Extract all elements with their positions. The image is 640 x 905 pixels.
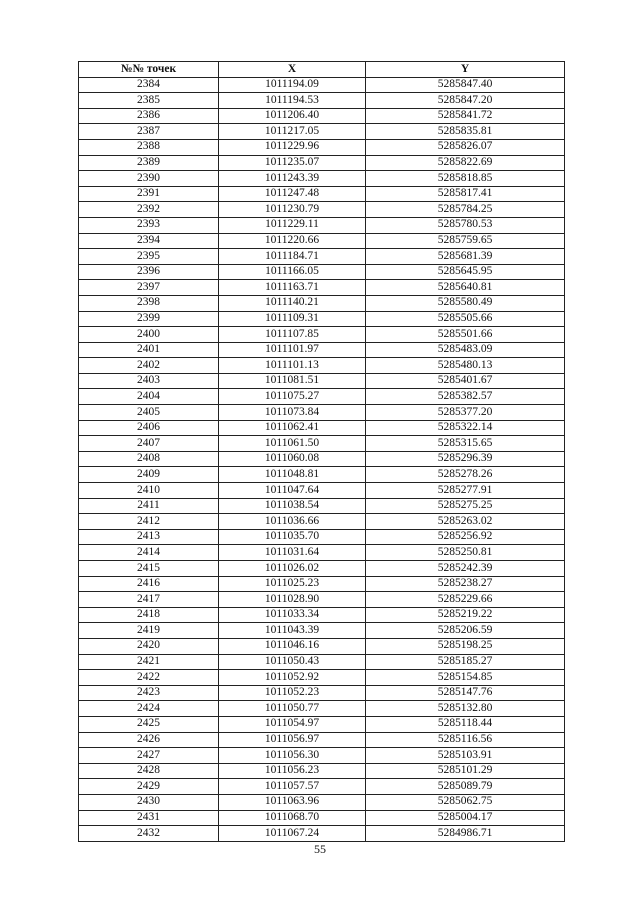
cell-point-number: 2396 bbox=[79, 264, 219, 280]
cell-point-number: 2413 bbox=[79, 529, 219, 545]
table-row bbox=[79, 295, 565, 311]
table-row bbox=[79, 77, 565, 93]
cell-x: 1011056.23 bbox=[219, 763, 366, 779]
cell-point-number: 2418 bbox=[79, 607, 219, 623]
cell-point-number: 2404 bbox=[79, 389, 219, 405]
table-row bbox=[79, 763, 565, 779]
table-row bbox=[79, 342, 565, 358]
cell-y: 5284986.71 bbox=[366, 826, 565, 842]
table-row bbox=[79, 264, 565, 280]
cell-y: 5285101.29 bbox=[366, 763, 565, 779]
cell-y: 5285277.91 bbox=[366, 483, 565, 499]
cell-y: 5285480.13 bbox=[366, 358, 565, 374]
table-row bbox=[79, 358, 565, 374]
cell-x: 1011043.39 bbox=[219, 623, 366, 639]
cell-x: 1011166.05 bbox=[219, 264, 366, 280]
cell-x: 1011050.77 bbox=[219, 701, 366, 717]
cell-y: 5285847.20 bbox=[366, 93, 565, 109]
cell-y: 5285501.66 bbox=[366, 327, 565, 343]
cell-point-number: 2410 bbox=[79, 483, 219, 499]
cell-x: 1011054.97 bbox=[219, 716, 366, 732]
cell-x: 1011073.84 bbox=[219, 405, 366, 421]
coordinates-table-container bbox=[78, 61, 564, 842]
cell-x: 1011230.79 bbox=[219, 202, 366, 218]
table-row bbox=[79, 389, 565, 405]
cell-x: 1011235.07 bbox=[219, 155, 366, 171]
cell-x: 1011194.53 bbox=[219, 93, 366, 109]
cell-y: 5285826.07 bbox=[366, 139, 565, 155]
table-row bbox=[79, 186, 565, 202]
cell-x: 1011081.51 bbox=[219, 373, 366, 389]
cell-y: 5285835.81 bbox=[366, 124, 565, 140]
table-row bbox=[79, 327, 565, 343]
cell-point-number: 2431 bbox=[79, 810, 219, 826]
cell-y: 5285681.39 bbox=[366, 249, 565, 265]
cell-x: 1011063.96 bbox=[219, 794, 366, 810]
table-row bbox=[79, 451, 565, 467]
cell-point-number: 2393 bbox=[79, 217, 219, 233]
cell-y: 5285275.25 bbox=[366, 498, 565, 514]
cell-point-number: 2397 bbox=[79, 280, 219, 296]
cell-y: 5285154.85 bbox=[366, 670, 565, 686]
table-row bbox=[79, 576, 565, 592]
cell-y: 5285841.72 bbox=[366, 108, 565, 124]
cell-y: 5285089.79 bbox=[366, 779, 565, 795]
cell-point-number: 2403 bbox=[79, 373, 219, 389]
table-row bbox=[79, 420, 565, 436]
cell-y: 5285759.65 bbox=[366, 233, 565, 249]
table-row bbox=[79, 592, 565, 608]
cell-x: 1011194.09 bbox=[219, 77, 366, 93]
cell-point-number: 2386 bbox=[79, 108, 219, 124]
cell-point-number: 2423 bbox=[79, 685, 219, 701]
coordinates-table bbox=[78, 61, 565, 842]
cell-point-number: 2417 bbox=[79, 592, 219, 608]
table-row bbox=[79, 280, 565, 296]
table-row bbox=[79, 561, 565, 577]
cell-y: 5285256.92 bbox=[366, 529, 565, 545]
cell-point-number: 2429 bbox=[79, 779, 219, 795]
cell-point-number: 2389 bbox=[79, 155, 219, 171]
cell-x: 1011047.64 bbox=[219, 483, 366, 499]
cell-x: 1011052.92 bbox=[219, 670, 366, 686]
cell-point-number: 2426 bbox=[79, 732, 219, 748]
table-row bbox=[79, 748, 565, 764]
cell-point-number: 2427 bbox=[79, 748, 219, 764]
cell-x: 1011038.54 bbox=[219, 498, 366, 514]
cell-x: 1011229.11 bbox=[219, 217, 366, 233]
cell-point-number: 2412 bbox=[79, 514, 219, 530]
cell-point-number: 2416 bbox=[79, 576, 219, 592]
cell-point-number: 2420 bbox=[79, 638, 219, 654]
cell-point-number: 2430 bbox=[79, 794, 219, 810]
cell-y: 5285382.57 bbox=[366, 389, 565, 405]
table-row bbox=[79, 607, 565, 623]
cell-y: 5285263.02 bbox=[366, 514, 565, 530]
cell-y: 5285296.39 bbox=[366, 451, 565, 467]
cell-point-number: 2391 bbox=[79, 186, 219, 202]
cell-x: 1011075.27 bbox=[219, 389, 366, 405]
cell-y: 5285322.14 bbox=[366, 420, 565, 436]
cell-point-number: 2394 bbox=[79, 233, 219, 249]
cell-point-number: 2390 bbox=[79, 171, 219, 187]
cell-x: 1011184.71 bbox=[219, 249, 366, 265]
cell-x: 1011101.97 bbox=[219, 342, 366, 358]
cell-y: 5285847.40 bbox=[366, 77, 565, 93]
cell-y: 5285645.95 bbox=[366, 264, 565, 280]
cell-x: 1011060.08 bbox=[219, 451, 366, 467]
cell-x: 1011101.13 bbox=[219, 358, 366, 374]
cell-x: 1011247.48 bbox=[219, 186, 366, 202]
cell-y: 5285817.41 bbox=[366, 186, 565, 202]
cell-point-number: 2421 bbox=[79, 654, 219, 670]
table-body bbox=[79, 77, 565, 841]
cell-y: 5285250.81 bbox=[366, 545, 565, 561]
table-row bbox=[79, 826, 565, 842]
cell-x: 1011061.50 bbox=[219, 436, 366, 452]
cell-y: 5285062.75 bbox=[366, 794, 565, 810]
cell-x: 1011046.16 bbox=[219, 638, 366, 654]
cell-point-number: 2406 bbox=[79, 420, 219, 436]
page-number: 55 bbox=[314, 842, 326, 856]
table-row bbox=[79, 685, 565, 701]
cell-y: 5285118.44 bbox=[366, 716, 565, 732]
cell-point-number: 2428 bbox=[79, 763, 219, 779]
cell-point-number: 2408 bbox=[79, 451, 219, 467]
cell-y: 5285580.49 bbox=[366, 295, 565, 311]
cell-point-number: 2395 bbox=[79, 249, 219, 265]
table-row bbox=[79, 794, 565, 810]
cell-point-number: 2405 bbox=[79, 405, 219, 421]
cell-point-number: 2402 bbox=[79, 358, 219, 374]
cell-y: 5285229.66 bbox=[366, 592, 565, 608]
cell-y: 5285401.67 bbox=[366, 373, 565, 389]
cell-y: 5285147.76 bbox=[366, 685, 565, 701]
cell-point-number: 2400 bbox=[79, 327, 219, 343]
cell-x: 1011035.70 bbox=[219, 529, 366, 545]
cell-x: 1011057.57 bbox=[219, 779, 366, 795]
table-row bbox=[79, 249, 565, 265]
table-row bbox=[79, 171, 565, 187]
cell-x: 1011229.96 bbox=[219, 139, 366, 155]
cell-x: 1011107.85 bbox=[219, 327, 366, 343]
cell-point-number: 2407 bbox=[79, 436, 219, 452]
table-row bbox=[79, 701, 565, 717]
cell-y: 5285377.20 bbox=[366, 405, 565, 421]
table-header bbox=[79, 62, 565, 78]
table-row bbox=[79, 139, 565, 155]
cell-y: 5285206.59 bbox=[366, 623, 565, 639]
cell-point-number: 2385 bbox=[79, 93, 219, 109]
cell-point-number: 2419 bbox=[79, 623, 219, 639]
cell-y: 5285315.65 bbox=[366, 436, 565, 452]
table-row bbox=[79, 311, 565, 327]
header-y: Y bbox=[366, 62, 565, 78]
cell-y: 5285238.27 bbox=[366, 576, 565, 592]
cell-x: 1011048.81 bbox=[219, 467, 366, 483]
cell-y: 5285219.22 bbox=[366, 607, 565, 623]
header-point-number: №№ точек bbox=[79, 62, 219, 78]
cell-point-number: 2422 bbox=[79, 670, 219, 686]
cell-y: 5285818.85 bbox=[366, 171, 565, 187]
cell-point-number: 2401 bbox=[79, 342, 219, 358]
table-row bbox=[79, 498, 565, 514]
table-row bbox=[79, 670, 565, 686]
cell-x: 1011033.34 bbox=[219, 607, 366, 623]
cell-y: 5285116.56 bbox=[366, 732, 565, 748]
cell-y: 5285278.26 bbox=[366, 467, 565, 483]
cell-x: 1011050.43 bbox=[219, 654, 366, 670]
header-row bbox=[79, 62, 565, 78]
table-row bbox=[79, 483, 565, 499]
cell-y: 5285640.81 bbox=[366, 280, 565, 296]
table-row bbox=[79, 202, 565, 218]
cell-point-number: 2388 bbox=[79, 139, 219, 155]
cell-x: 1011068.70 bbox=[219, 810, 366, 826]
cell-point-number: 2392 bbox=[79, 202, 219, 218]
cell-x: 1011140.21 bbox=[219, 295, 366, 311]
cell-x: 1011025.23 bbox=[219, 576, 366, 592]
cell-x: 1011062.41 bbox=[219, 420, 366, 436]
table-row bbox=[79, 514, 565, 530]
cell-point-number: 2411 bbox=[79, 498, 219, 514]
cell-y: 5285780.53 bbox=[366, 217, 565, 233]
cell-y: 5285822.69 bbox=[366, 155, 565, 171]
cell-point-number: 2387 bbox=[79, 124, 219, 140]
table-row bbox=[79, 654, 565, 670]
cell-point-number: 2425 bbox=[79, 716, 219, 732]
cell-x: 1011243.39 bbox=[219, 171, 366, 187]
cell-point-number: 2398 bbox=[79, 295, 219, 311]
table-row bbox=[79, 716, 565, 732]
table-row bbox=[79, 810, 565, 826]
table-row bbox=[79, 93, 565, 109]
table-row bbox=[79, 233, 565, 249]
table-row bbox=[79, 155, 565, 171]
cell-point-number: 2399 bbox=[79, 311, 219, 327]
cell-point-number: 2384 bbox=[79, 77, 219, 93]
cell-point-number: 2432 bbox=[79, 826, 219, 842]
cell-point-number: 2415 bbox=[79, 561, 219, 577]
cell-x: 1011206.40 bbox=[219, 108, 366, 124]
cell-y: 5285103.91 bbox=[366, 748, 565, 764]
cell-y: 5285242.39 bbox=[366, 561, 565, 577]
table-row bbox=[79, 638, 565, 654]
cell-y: 5285505.66 bbox=[366, 311, 565, 327]
header-x: X bbox=[219, 62, 366, 78]
table-row bbox=[79, 124, 565, 140]
cell-y: 5285483.09 bbox=[366, 342, 565, 358]
table-row bbox=[79, 436, 565, 452]
cell-x: 1011026.02 bbox=[219, 561, 366, 577]
cell-x: 1011109.31 bbox=[219, 311, 366, 327]
cell-y: 5285784.25 bbox=[366, 202, 565, 218]
cell-x: 1011052.23 bbox=[219, 685, 366, 701]
cell-y: 5285004.17 bbox=[366, 810, 565, 826]
cell-y: 5285132.80 bbox=[366, 701, 565, 717]
cell-point-number: 2424 bbox=[79, 701, 219, 717]
table-row bbox=[79, 217, 565, 233]
table-row bbox=[79, 545, 565, 561]
cell-y: 5285185.27 bbox=[366, 654, 565, 670]
cell-x: 1011067.24 bbox=[219, 826, 366, 842]
table-row bbox=[79, 373, 565, 389]
cell-x: 1011163.71 bbox=[219, 280, 366, 296]
cell-x: 1011036.66 bbox=[219, 514, 366, 530]
cell-point-number: 2414 bbox=[79, 545, 219, 561]
table-row bbox=[79, 732, 565, 748]
cell-x: 1011028.90 bbox=[219, 592, 366, 608]
table-row bbox=[79, 623, 565, 639]
cell-point-number: 2409 bbox=[79, 467, 219, 483]
table-row bbox=[79, 467, 565, 483]
cell-x: 1011056.97 bbox=[219, 732, 366, 748]
table-row bbox=[79, 779, 565, 795]
cell-x: 1011031.64 bbox=[219, 545, 366, 561]
table-row bbox=[79, 108, 565, 124]
table-row bbox=[79, 405, 565, 421]
cell-x: 1011056.30 bbox=[219, 748, 366, 764]
cell-x: 1011217.05 bbox=[219, 124, 366, 140]
cell-y: 5285198.25 bbox=[366, 638, 565, 654]
table-row bbox=[79, 529, 565, 545]
cell-x: 1011220.66 bbox=[219, 233, 366, 249]
